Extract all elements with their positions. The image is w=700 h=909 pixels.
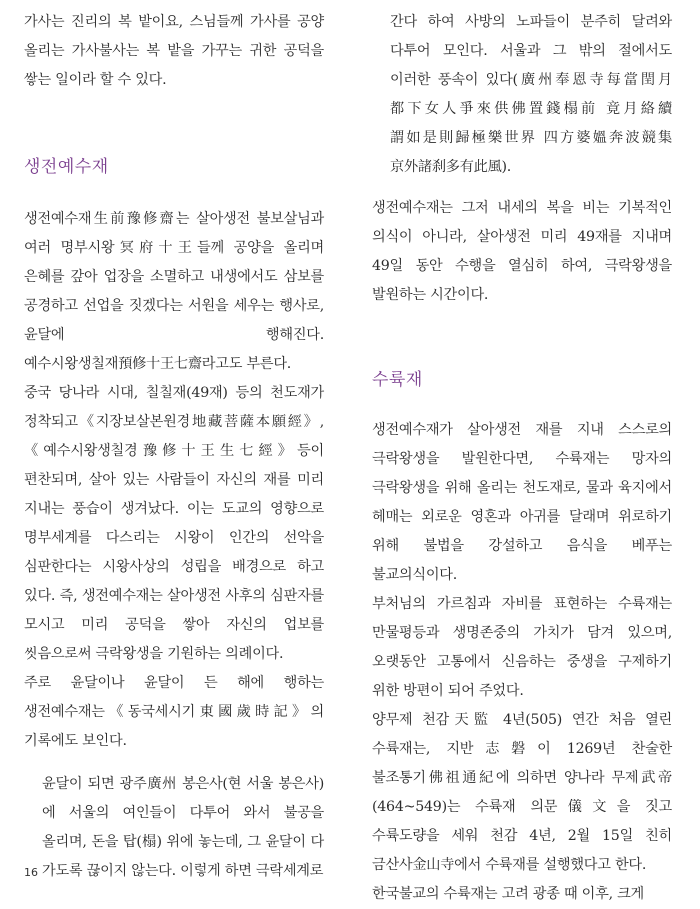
- body-paragraph: 한국불교의 수륙재는 고려 광종 때 이후, 크게: [372, 886, 645, 902]
- body-paragraph: 주로 윤달이나 윤달이 든 해에 행하는 생전예수재는《동국세시기東國歲時記》의 기록에도 보인다.: [24, 675, 324, 749]
- body-paragraph: 생전예수재生前豫修齋는 살아생전 불보살님과 여러 명부시왕冥府十王들께 공양을 올리며 은혜를 갚아 업장을 소멸하고 내생에서도 삼보를 공경하고 선업을 짓겠다는 서원을 세우는 행사로, 윤달에 행해진다. 예수시왕생칠재預修十王七齋라고도 부른다.: [24, 211, 324, 372]
- body-paragraph: 부처님의 가르침과 자비를 표현하는 수륙재는 만물평등과 생명존중의 가치가 담겨 있으며, 오랫동안 고통에서 신음하는 중생을 구제하기 위한 방편이 되어 주었다.: [372, 596, 672, 699]
- right-column: [372, 0, 672, 909]
- quote-block: 윤달이 되면 광주廣州 봉은사(현 서울 봉은사)에 서울의 여인들이 다투어 와서 불공을 올리며, 돈을 탑(榻) 위에 놓는데, 그 윤달이 다 가도록 끊이지 않는다. 이렇게 하면 극락세계로: [42, 776, 324, 879]
- page-number: 16: [24, 866, 38, 879]
- body-paragraph: 양무제 천감天監 4년(505) 연간 처음 열린 수륙재는, 지반志磐이 1269년 찬술한 불조통기佛祖通紀에 의하면 양나라 무제武帝(464~549)는 수륙재 의문儀文을 짓고 수륙도량을 세워 천감 4년, 2월 15일 친히 금산사金山寺에서 수륙재를 설행했다고 한다.: [372, 712, 672, 873]
- body-paragraph: 중국 당나라 시대, 칠칠재(49재) 등의 천도재가 정착되고《지장보살본원경地藏菩薩本願經》,《예수시왕생칠경豫修十王生七經》등이 편찬되며, 살아 있는 사람들이 자신의 재를 미리 지내는 풍습이 생겨났다. 이는 도교의 영향으로 명부세계를 다스리는 시왕이 인간의 선악을 심판한다는 시왕사상의 성립을 배경으로 하고 있다. 즉, 생전예수재는 살아생전 사후의 심판자를 모시고 미리 공덕을 쌓아 자신의 업보를 씻음으로써 극락왕생을 기원하는 의례이다.: [24, 385, 324, 662]
- body-paragraph: 가사는 진리의 복 밭이요, 스님들께 가사를 공양 올리는 가사불사는 복 밭을 가꾸는 귀한 공덕을 쌓는 일이라 할 수 있다.: [24, 14, 324, 88]
- left-column: [24, 0, 324, 886]
- section-heading-saengjeon-yesujae: 생전예수재: [24, 157, 109, 177]
- section-heading-suryukjae: 수륙재: [372, 370, 423, 390]
- body-paragraph: 생전예수재가 살아생전 재를 지내 스스로의 극락왕생을 발원한다면, 수륙재는 망자의 극락왕생을 위해 올리는 천도재로, 물과 육지에서 헤매는 외로운 영혼과 아귀를 달래며 위로하기 위해 불법을 강설하고 음식을 베푸는 불교의식이다.: [372, 422, 672, 583]
- quote-block-continued: 간다 하여 사방의 노파들이 분주히 달려와 다투어 모인다. 서울과 그 밖의 절에서도 이러한 풍속이 있다(廣州奉恩寺每當閏月 都下女人爭來供佛置錢榻前 竟月絡續 謂如是則歸極樂世界 四方婆媼奔波競集 京外諸刹多有此風).: [390, 14, 672, 175]
- body-paragraph: 생전예수재는 그저 내세의 복을 비는 기복적인 의식이 아니라, 살아생전 미리 49재를 지내며 49일 동안 수행을 열심히 하여, 극락왕생을 발원하는 시간이다.: [372, 200, 672, 303]
